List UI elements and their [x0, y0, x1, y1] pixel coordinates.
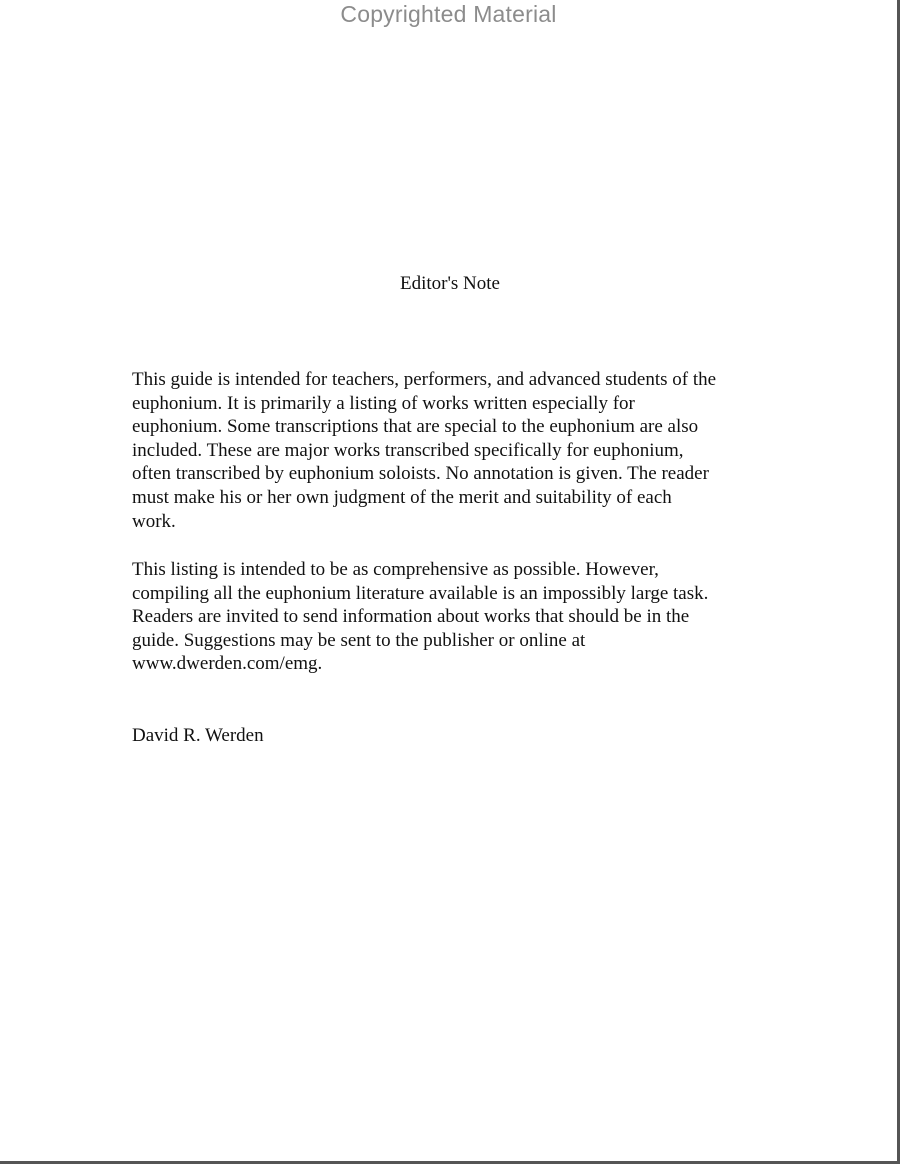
paragraph-line: included. These are major works transcribed specifically for euphonium, [132, 439, 684, 461]
paragraph-line: euphonium. It is primarily a listing of works written especially for [132, 392, 635, 414]
paragraph-line: guide. Suggestions may be sent to the publisher or online at [132, 629, 586, 651]
paragraph-line: must make his or her own judgment of the merit and suitability of each [132, 486, 672, 508]
signature-name: David R. Werden [132, 725, 264, 746]
paragraph-line: often transcribed by euphonium soloists. No annotation is given. The reader [132, 463, 709, 485]
paragraph-line: This listing is intended to be as comprehensive as possible. However, [132, 559, 659, 580]
scope-paragraph [132, 558, 782, 676]
intro-paragraph [132, 368, 782, 533]
paragraph-line: compiling all the euphonium literature available is an impossibly large task. [132, 582, 709, 604]
paragraph-line: This guide is intended for teachers, performers, and advanced students of the [132, 369, 717, 390]
copyright-watermark: Copyrighted Material [340, 1, 557, 27]
signature [132, 724, 782, 748]
page-title: Editor's Note [400, 273, 500, 294]
paragraph-line: euphonium. Some transcriptions that are special to the euphonium are also [132, 416, 699, 438]
paragraph-line: www.dwerden.com/emg. [132, 653, 323, 675]
paragraph-line: work. [132, 510, 176, 532]
paragraph-line: Readers are invited to send information about works that should be in the [132, 606, 690, 628]
